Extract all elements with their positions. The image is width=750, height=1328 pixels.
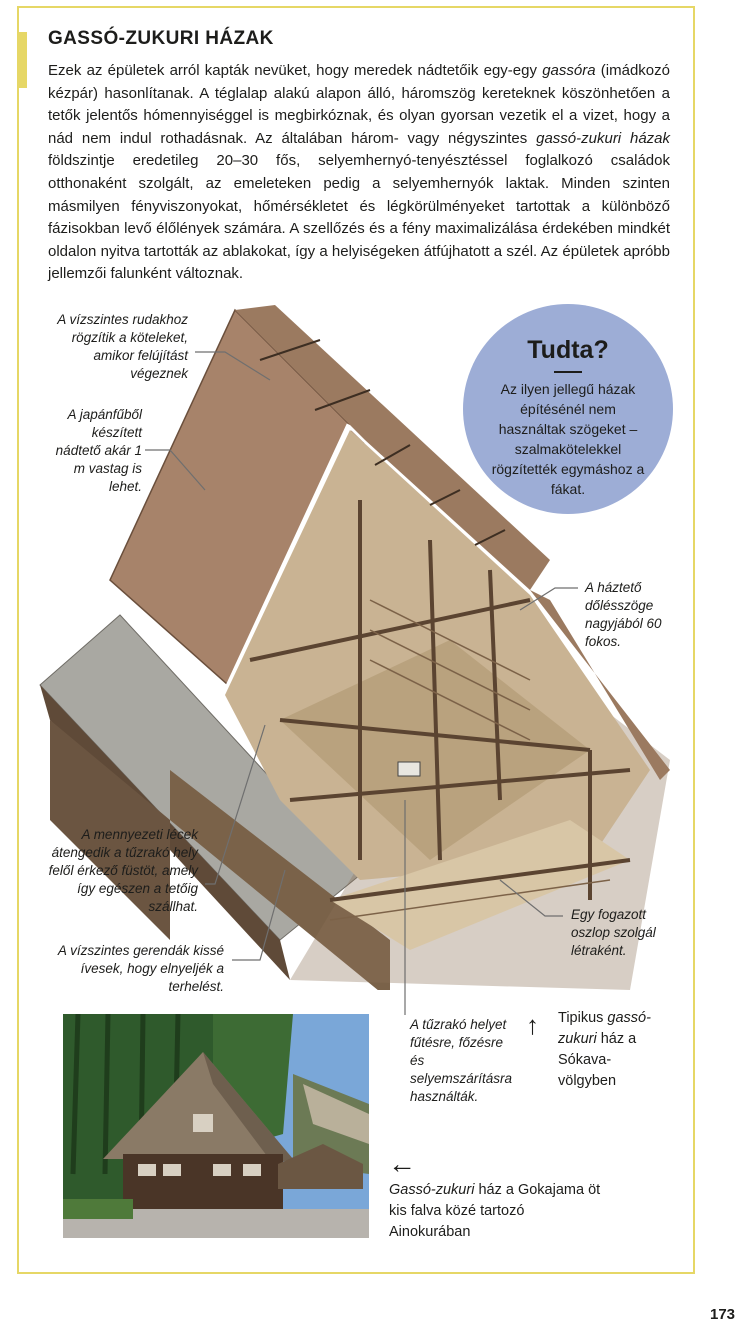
callout-roof-angle: A háztető dőlésszöge nagyjából 60 fokos. <box>585 580 662 649</box>
callout-thatch-thickness: A japánfűből készített nádtető akár 1 m vastag is lehet. <box>55 407 142 494</box>
callout-horizontal-poles: A vízszintes rudakhoz rögzítik a köteleket, amikor felújítást végeznek <box>57 312 188 381</box>
did-you-know-title: Tudta? <box>527 336 609 364</box>
house-photo <box>63 1014 369 1238</box>
callout-hearth: A tűzrakó helyet fűtésre, főzésre és selyemszárításra használták. <box>410 1017 513 1104</box>
arrow-up-icon: ↑ <box>526 1010 539 1040</box>
did-you-know-text: Az ilyen jellegű házak építésénél nem használtak szögeket – szalmakötelekkel rögzítették egymáshoz a fákat. <box>491 381 645 497</box>
did-you-know-bubble <box>463 304 673 514</box>
section-title: GASSÓ-ZUKURI HÁZAK <box>48 28 274 49</box>
caption-left-photo: Gassó-zukuri ház a Gokajama öt kis falva közé tartozó Ainokurában <box>389 1182 601 1240</box>
caption-top-photo: Tipikus gassó-zukuri ház a Sókava-völgyben <box>558 1010 651 1089</box>
did-you-know-divider <box>554 371 582 373</box>
heading-accent-bar <box>17 32 27 88</box>
intro-paragraph: Ezek az épületek arról kapták nevüket, hogy meredek nádtetőik egy-egy gassóra (imádkozó kézpár) hasonlítanak. A téglalap alakú alapon álló, háromszög kereteknek köszönhetően a tetők jelentős hómennyiséggel is megbirkóznak, és olyan gyorsan vezetik el a vizet, hogy a nád nem indul rothadásnak. Az általában három- vagy négyszintes gassó-zukuri házak földszintje eredetileg 20–30 fős, selyemhernyó-tenyésztéssel foglalkozó családok otthonaként szolgált, az emeleteken pedig a selyemhernyók laktak. Minden szinten másmilyen fényviszonyokat, hőmérsékletet és légkörülményeket tartottak a különböző fázisokban levő élőlények számára. A szellőzés és a fény maximalizálása érdekében mindkét oldalon nyitva tartották az ablakokat, így a helyiségeken átfújhatott a szél. Az épületek apróbb jellemzői falunként változnak. <box>48 62 671 283</box>
callout-ceiling-slats: A mennyezeti lécek átengedik a tűzrakó hely felől érkező füstöt, amely így egészen a tetőig szállhat. <box>48 827 198 914</box>
callout-notched-pillar-ladder: Egy fogazott oszlop szolgál létraként. <box>571 907 656 958</box>
arrow-left-icon: ← <box>388 1148 416 1179</box>
page-number: 173 <box>710 1306 736 1323</box>
callout-curved-beams: A vízszintes gerendák kissé ívesek, hogy elnyeljék a terhelést. <box>57 943 224 994</box>
